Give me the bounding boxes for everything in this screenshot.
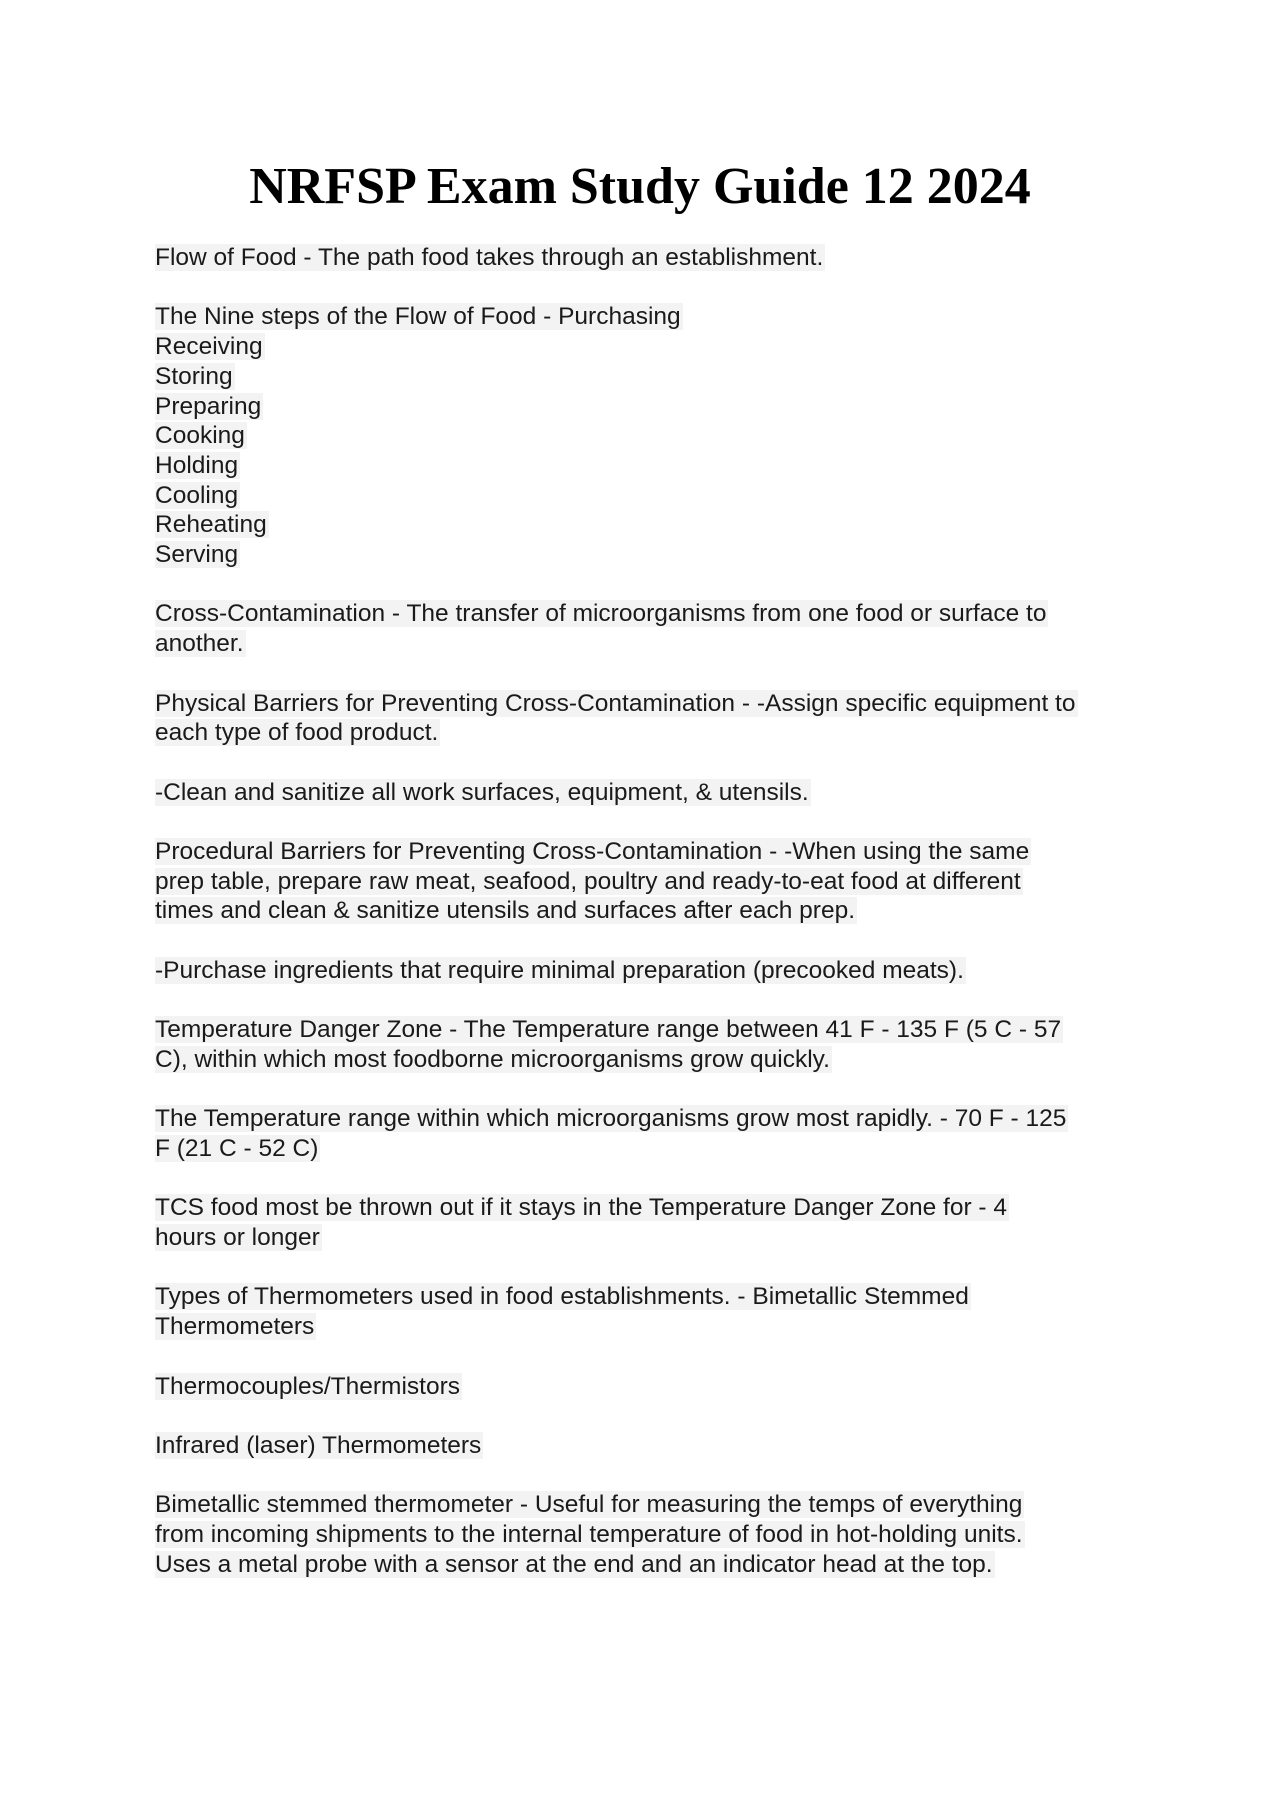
document-body (155, 243, 1145, 1609)
text-line: another. (155, 630, 244, 658)
paragraph-rapid-growth-range (155, 1104, 1145, 1163)
paragraph-purchase-ingredients (155, 956, 1145, 986)
list-item: Cooking (155, 422, 245, 450)
paragraph-temperature-danger-zone (155, 1015, 1145, 1074)
text-line: from incoming shipments to the internal temperature of food in hot-holding units. (155, 1521, 1023, 1549)
document-title: NRFSP Exam Study Guide 12 2024 (249, 158, 1031, 215)
list-item: Reheating (155, 511, 267, 539)
paragraph-bimetallic-stemmed (155, 1490, 1145, 1579)
paragraph-thermocouples (155, 1372, 1145, 1402)
text-line: -Clean and sanitize all work surfaces, equipment, & utensils. (155, 778, 809, 806)
text-line: hours or longer (155, 1224, 320, 1252)
text-line: Thermometers (155, 1313, 315, 1341)
paragraph-nine-steps (155, 302, 1145, 569)
text-line: F (21 C - 52 C) (155, 1134, 319, 1162)
text-line: times and clean & sanitize utensils and surfaces after each prep. (155, 897, 855, 925)
text-line: Thermocouples/Thermistors (155, 1372, 460, 1400)
list-item: Preparing (155, 392, 262, 420)
text-line: Bimetallic stemmed thermometer - Useful for measuring the temps of everything (155, 1491, 1023, 1519)
paragraph-procedural-barriers (155, 837, 1145, 926)
text-line: prep table, prepare raw meat, seafood, poultry and ready-to-eat food at different (155, 867, 1021, 895)
text-line: Temperature Danger Zone - The Temperature range between 41 F - 135 F (5 C - 57 (155, 1016, 1062, 1044)
text-line: Flow of Food - The path food takes through an establishment. (155, 244, 824, 271)
text-line: TCS food most be thrown out if it stays in the Temperature Danger Zone for - 4 (155, 1194, 1008, 1222)
list-item: Holding (155, 451, 239, 479)
text-line: The Temperature range within which microorganisms grow most rapidly. - 70 F - 125 (155, 1105, 1067, 1133)
paragraph-clean-sanitize (155, 778, 1145, 808)
paragraph-physical-barriers (155, 689, 1145, 748)
paragraph-tcs-food (155, 1193, 1145, 1252)
paragraph-flow-of-food (155, 243, 1145, 273)
text-line: Cross-Contamination - The transfer of microorganisms from one food or surface to (155, 600, 1047, 628)
text-line: Uses a metal probe with a sensor at the end and an indicator head at the top. (155, 1550, 993, 1578)
list-item: Serving (155, 541, 239, 569)
text-line: Procedural Barriers for Preventing Cross-Contamination - -When using the same (155, 837, 1030, 865)
text-line: The Nine steps of the Flow of Food - Purchasing (155, 303, 681, 331)
list-item: Cooling (155, 481, 239, 509)
paragraph-cross-contamination (155, 599, 1145, 658)
text-line: Physical Barriers for Preventing Cross-Contamination - -Assign specific equipment to (155, 689, 1076, 717)
paragraph-infrared (155, 1431, 1145, 1461)
list-item: Receiving (155, 333, 263, 361)
text-line: each type of food product. (155, 719, 439, 747)
text-line: Types of Thermometers used in food establishments. - Bimetallic Stemmed (155, 1283, 969, 1311)
list-item: Storing (155, 362, 233, 390)
text-line: -Purchase ingredients that require minimal preparation (precooked meats). (155, 956, 964, 984)
text-line: Infrared (laser) Thermometers (155, 1431, 482, 1459)
paragraph-thermometer-types (155, 1282, 1145, 1341)
text-line: C), within which most foodborne microorganisms grow quickly. (155, 1045, 830, 1073)
